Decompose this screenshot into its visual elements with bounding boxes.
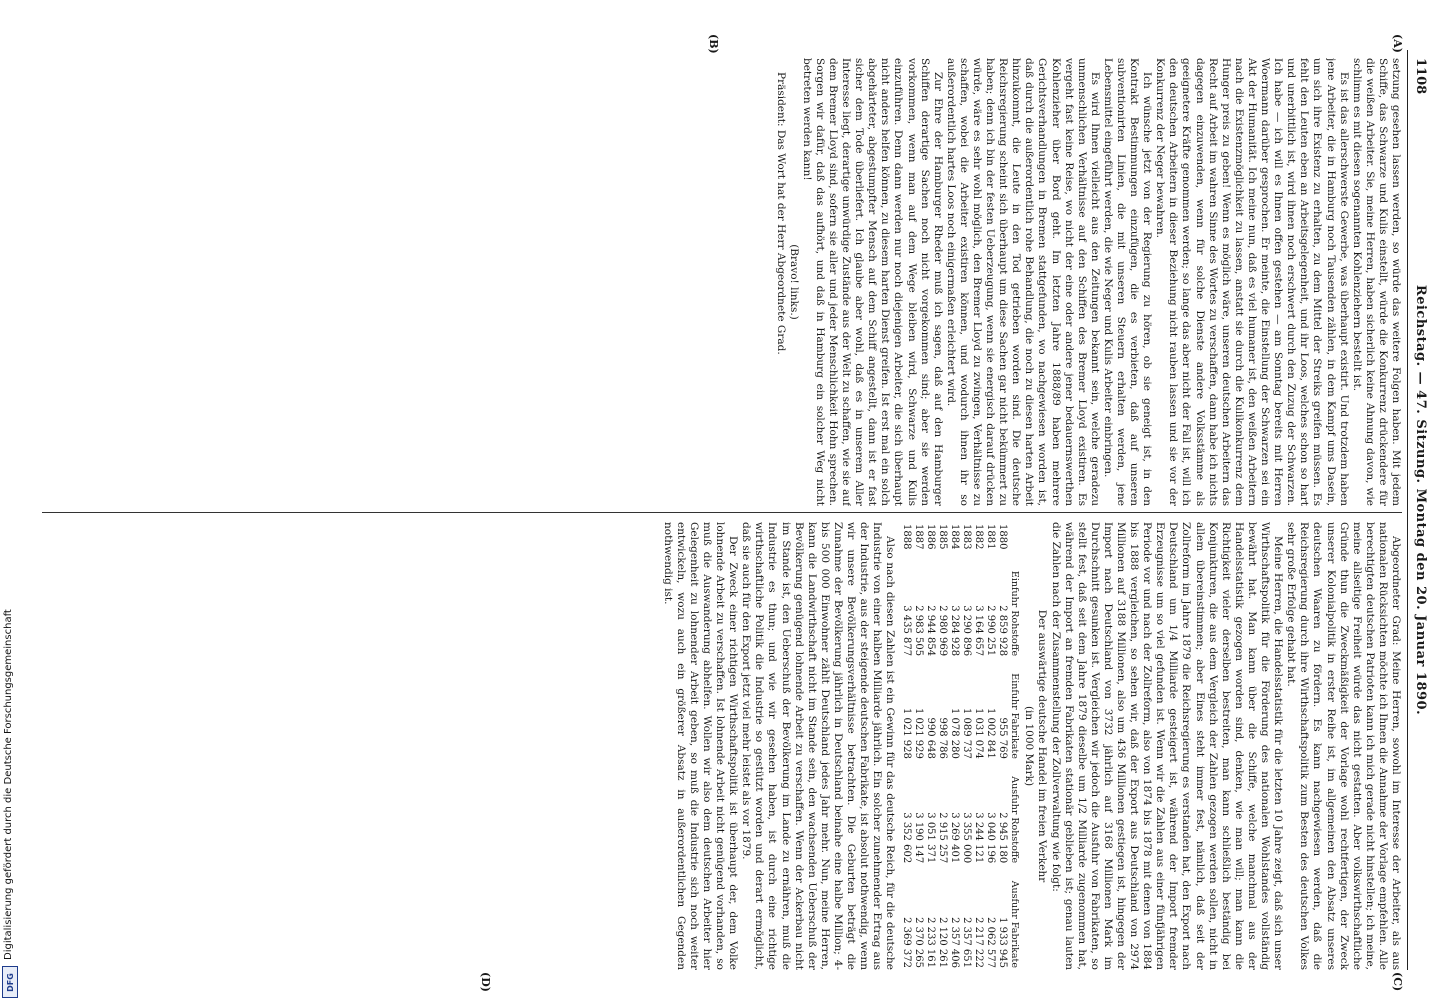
table-cell: 2 062 577	[985, 917, 997, 968]
table-cell: 3 352 602	[901, 812, 913, 864]
paragraph: Der Zweck einer richtigen Wirthschaftspolitik ist überhaupt der, dem Volke lohnende Arbeit zu verschaffen. Ist lohnende Arbeit nicht genügend vorhanden, so muß die Auswanderung abhelfen. Wollen wir also dem deutschen Arbeiter hier Gelegenheit zu lohnender Arbeit geben, so muß die Industrie sich noch weiter entwickeln, wozu auch ein größerer Absatz in außerordentlichen Gegenden nothwendig ist.	[661, 522, 740, 970]
table-cell: 1 933 945	[997, 917, 1009, 968]
paragraph: Es wird Ihnen vielleicht aus den Zeitungen bekannt sein, welche geradezu unmenschlichen Verhältnisse auf den Schiffen des Bremer Lloyd existiren. Es vergeht fast keine Reise, wo nicht der eine oder andere jener bedauernswerthen Kohlenzieher über Bord geht. Im letzten Jahre 1888/89 haben mehrere Gerichtsverhandlungen in Bremen stattgefunden, wo nachgewiesen worden ist, daß durch die außerordentlich rohe Behandlung, die noch zu diesen harten Arbeit hinzukommt, die Leute in den Tod getrieben worden sind. Die deutsche Reichsregierung scheint sich überhaupt um diese Sachen gar nicht bekümmert zu haben; denn ich bin der festen Ueberzeugung, wenn sie energisch darauf drücken würde, wäre es sehr wohl möglich, den Bremer Lloyd zu zwingen, Verhältnisse zu schaffen, wobei die Arbeiter existiren können, und wodurch ihnen ihr so außerordentlich hartes Loos noch einigermaßen erleichtert wird.	[944, 58, 1101, 506]
table-cell: 2 944 854	[925, 605, 937, 657]
page-number: 1108	[1413, 58, 1428, 95]
table-row	[924, 522, 936, 970]
table-header-cell: Einfuhr Rohstoffe	[1009, 570, 1021, 657]
table-cell: 2 370 265	[913, 917, 925, 968]
table-header-cell: Ausfuhr Fabrikate	[1009, 880, 1021, 968]
table-cell: 1888	[901, 524, 913, 550]
page-header	[1406, 0, 1428, 1000]
table-row	[912, 522, 924, 970]
paragraph: Zur Ehre der Hamburger Rheder muß ich sagen, daß auf den Hamburger Schiffen derartige Sachen noch nicht vorgekommen sind; aber sie werden vorkommen, wenn man auf dem Wege bleiben wird, Schwarze und Kulis einzuführen. Denn dann werden nur noch diejenigen Arbeiter, die sich überhaupt nicht anders helfen können, zu diesem harten Dienst greifen. Ist erst mal ein solch abgehärteter, abgestumpfter Mensch auf dem Schiff angestellt, dann ist er fast sicher dem Tode überliefert. Ich glaube aber wohl, daß es in unserem Aller Interesse liegt, derartige unwürdige Zustände aus der Welt zu schaffen, wie sie auf dem Bremer Lloyd sind, sofern sie aller und jeder Menschlichkeit Hohn sprechen. Sorgen wir dafür, daß das aufhört, und daß in Hamburg ein solcher Weg nicht betreten werden kann!	[800, 58, 944, 506]
margin-letter-a: (A)	[1391, 34, 1404, 53]
table-cell: 3 190 147	[913, 812, 925, 864]
table-cell: 2 915 257	[937, 812, 949, 864]
table-cell: 3 435 877	[901, 605, 913, 657]
table-cell: 1886	[925, 524, 937, 550]
table-cell: 2 120 261	[937, 917, 949, 968]
table-cell: 2 990 251	[985, 605, 997, 657]
paragraph: Meine Herren, die Handelsstatistik für die letzten 10 Jahre zeigt, daß sich unser Wirthschaftspolitik für die Förderung des nationalen Wohlstandes vollständig bewährt hat. Man kann über die Schiffe, welche manchmal aus der Handelsstatistik gezogen worden sind, denken, wie man will; man kann die Richtigkeit vieler derselben bestreiten, man kann schließlich beständig bei Konjunkturen, die aus dem Vergleich der Zahlen gezogen werden sollen, nicht in allem übereinstimmen; aber Eines steht immer fest, nämlich, daß seit der Zollreform im Jahre 1879 die Reichsregierung es verstanden hat, den Export nach Deutschland um 1/4 Milliarde gesteigert ist, während der Import fremder Erzeugnisse um so viel gefunden ist. Wenn wir die Zahlen aus einer fünfjährigen Periode vor und nach der Zollreform, also von 1874 bis 1878 mit denen von 1884 bis 1888 vergleichen, so sehen wir, daß der Export aus Deutschland von 2974 Millionen auf 3188 Millionen, also um 436 Millionen gestiegen ist, hingegen der Import nach Deutschland von 3732 jährlich auf 3168 Millionen Mark im Durchschnitt gesunken ist. Vergleichen wir jedoch die Ausfuhr von Fabrikaten, so stellt fest, daß seit dem Jahre 1879 dieselbe um 1/2 Milliarde zugenommen hat, während der Import an fremden Fabrikaten stationär geblieben ist; genau lauten die Zahlen nach der Zusammenstellung der Zollverwaltung wie folgt:	[1049, 522, 1285, 970]
applause-note: (Bravo! links.)	[787, 244, 800, 320]
table-cell: 1 002 841	[985, 707, 997, 759]
digitization-credit: Digitalisierung gefördert durch die Deutsche Forschungsgemeinschaft	[3, 609, 14, 960]
running-title: Reichstag. — 47. Sitzung. Montag den 20. Januar 1890.	[1413, 284, 1428, 716]
table-row	[900, 522, 912, 970]
paragraph: Ich wünsche jetzt von der Regierung zu hören, ob sie geneigt ist, in den Kontrakt Bestimmungen einzufügen, die es verbieten, daß auf unseren subventionirten Linien, die mit unseren Steuern erhalten werden, jene Lebensmittel eingeführt werden, die wie Neger und Kulis Arbeiter einbringen.	[1101, 58, 1154, 506]
table-cell: 1882	[973, 524, 985, 550]
table-header-cell	[1008, 522, 1020, 556]
table-cell: 2 233 161	[925, 917, 937, 968]
table-row	[960, 522, 972, 970]
paragraph: Abgeordneter Grad: Meine Herren, sowohl im Interesse der Arbeiter, als aus nationalen Rücksichten möchte ich Ihnen die Annahme der Vorlage empfehlen. Alle berechtigten deutschen Patrioten kann ich mich gerade nicht hinstellen; ich meine, meine allseitige Freiheit würde das nicht gestatten. Aber volkswirthschaftliche Gründe thun die Zweckmäßigkeit der Vorlage wohl rechtfertigen, der Zweck unserer Kolonialpolitik in erster Reihe ist, im allgemeinen den Absatz unseres deutschen Waaren zu fördern. Es kann nachgewiesen werden, daß die Reichsregierung durch ihre Wirthschaftspolitik zum Besten des deutschen Volkes sehr große Erfolge gehabt hat.	[1285, 522, 1402, 970]
margin-letter-c: (C)	[1391, 972, 1404, 992]
table-cell: 2 357 406	[949, 917, 961, 968]
table-cell: 1 031 074	[973, 707, 985, 759]
table-cell: 3 290 896	[961, 605, 973, 657]
paragraph: Also nach diesen Zahlen ist ein Gewinn für das deutsche Reich, für die deutsche Industrie von einer halben Milliarde jährlich. Ein solcher zunehmender Ertrag aus der Industrie, aus der steigende deutschen Fabrikate, ist absolut nothwendig, wenn wir unsere Bevölkerungsverhältnisse betrachten. Die Geburten beträgt die Zunahme der Bevölkerung jährlich in Deutschland beinahe eine halbe Million; 4- bis 500 000 Einwohner zählt Deutschland jedes Jahr mehr. Nun, meine Herren, kann die Landwirthschaft nicht im Stande sein, den wachsenden Ueberschuß der Bevölkerung genügend lohnende Arbeit zu verschaffen. Wenn der Ackerbau nicht im Stande ist, den Ueberschuß der Bevölkerung im Lande zu ernähren, muß die Industrie es thun; und wie wir gesehen haben, ist durch eine richtige wirthschaftliche Politik die Industrie so gestützt worden und derart ermöglicht, daß sie auch für den Export jetzt viel mehr leistet als vor 1879.	[740, 522, 897, 970]
table-cell: 2 357 651	[961, 917, 973, 968]
paragraph: Es ist das allerschwerste Gewerbe, was überhaupt existirt. Und trotzdem haben jene Arbeiter, die in Hamburg noch Tausenden zählen, in dem Kampf ums Dasein, um sich ihre Existenz zu erhalten, zu dem Mittel der Streiks greifen müssen. Es fehlt den Leuten eben an Arbeitsgelegenheit, und ihr Loos, welches schon so hart und unerbittlich ist, wird ihnen noch erschwert durch den Zuzug der Schwarzen. Ich habe — ich will es Ihnen offen gestehen — am Sonntag bereits mit Herren Woermann darüber gesprochen. Er meinte, die Einstellung der Schwarzen sei ein Akt der Humanität. Ich meine nun, daß es viel humaner ist, den weißen Arbeitern nach die Existenzmöglichkeit zu lassen, anstatt sie durch die Kulikonkurrenz dem Hunger preis zu geben! Wenn es möglich wäre, unseren deutschen Arbeitern das Recht auf Arbeit im wahren Sinne des Wortes zu verschaffen, dann habe ich nichts dagegen einzuwenden, wenn für solche Dienste andere Volksstämme als geeignetere Kräfte genommen werden; so lange das aber nicht der Fall ist, will ich den deutschen Arbeitern in dieser Beziehung nicht rauben lassen und sie vor der Konkurrenz der Neger bewahren.	[1154, 58, 1350, 506]
table-cell: 1887	[913, 524, 925, 550]
table-cell: 1 021 929	[913, 707, 925, 759]
dfg-logo-text: DFG	[5, 972, 15, 992]
table-cell: 1884	[949, 524, 961, 550]
table-cell: 1 089 737	[961, 707, 973, 759]
table-row	[936, 522, 948, 970]
header-rule	[1407, 50, 1408, 970]
table-cell: 2 980 969	[937, 605, 949, 657]
dfg-logo	[2, 966, 18, 998]
table-cell: 1 078 280	[949, 707, 961, 759]
table-row	[984, 522, 996, 970]
paragraph: setzung gesehen lassen werden, so würde das weitere Folgen haben. Mit jedem Schiffe, das Schwarze und Kulis einstellt, würde die Konkurrenz drückendere für die weißen Arbeiter. Sie, meine Herren, haben sicherlich keine Ahnung davon, wie schlimm es mit diesen sogenannten Kohlenziehern bestellt ist.	[1350, 58, 1402, 506]
table-cell: 2 217 222	[973, 917, 985, 968]
margin-letter-b: (B)	[707, 34, 720, 54]
table-cell: 3 164 657	[973, 605, 985, 657]
table-header-cell: Ausfuhr Rohstoffe	[1009, 776, 1021, 864]
left-column	[47, 58, 1402, 506]
table-cell: 955 769	[997, 717, 1009, 759]
table-row	[996, 522, 1008, 970]
table-cell: 2 859 928	[997, 605, 1009, 657]
table-cell: 990 648	[925, 717, 937, 759]
trade-statistics-table	[900, 522, 1020, 970]
president-remark: Präsident: Das Wort hat der Herr Abgeordnete Grad.	[774, 72, 787, 355]
table-cell: 3 284 928	[949, 605, 961, 657]
table-cell: 3 244 121	[973, 812, 985, 864]
table-caption: Der auswärtige deutsche Handel im freien Verkehr	[1036, 609, 1049, 883]
table-cell: 3 040 196	[985, 812, 997, 864]
table-cell: 3 355 000	[961, 812, 973, 864]
table-cell: 2 945 180	[997, 812, 1009, 864]
table-cell: 1880	[997, 524, 1009, 550]
table-cell: 1885	[937, 524, 949, 550]
column-divider	[42, 512, 1402, 513]
table-cell: 2 369 372	[901, 917, 913, 968]
table-body	[900, 522, 1008, 970]
table-unit: (in 1000 Mark)	[1023, 705, 1036, 787]
table-row	[948, 522, 960, 970]
margin-letter-d: (D)	[479, 972, 492, 992]
table-header-row	[1008, 522, 1020, 970]
table-cell: 1883	[961, 524, 973, 550]
table-cell: 3 051 371	[925, 812, 937, 864]
table-cell: 1 021 928	[901, 707, 913, 759]
table-cell: 1881	[985, 524, 997, 550]
table-cell: 3 269 401	[949, 812, 961, 864]
right-column	[47, 522, 1402, 970]
table-header-cell: Einfuhr Fabrikate	[1009, 673, 1021, 759]
table-cell: 998 786	[937, 717, 949, 759]
table-row	[972, 522, 984, 970]
table-cell: 2 983 505	[913, 605, 925, 657]
